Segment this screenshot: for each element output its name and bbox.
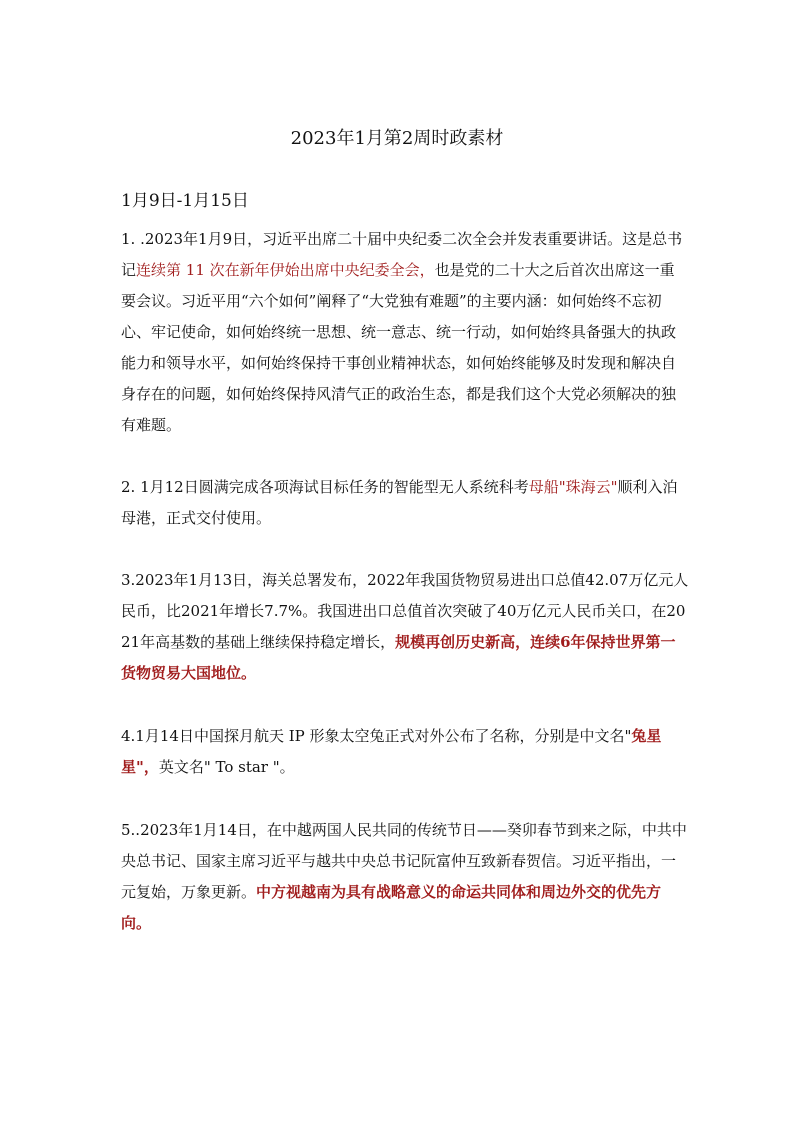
news-item-2 <box>121 472 689 534</box>
news-item-1-highlight: 连续第 11 次在新年伊始出席中央纪委全会， <box>136 261 435 279</box>
document-title: 2023年1月第2周时政素材 <box>290 128 504 149</box>
news-item-4-text-cont: 英文名" To star "。 <box>158 758 295 776</box>
news-item-2-text-cont: 顺利入泊母港，正式交付使用。 <box>121 478 678 527</box>
news-item-3-highlight: 规模再创历史新高，连续6年保持世界第一货物贸易大国地位。 <box>121 633 676 682</box>
news-item-1 <box>121 224 689 441</box>
date-range-heading: 1月9日-1月15日 <box>121 191 249 211</box>
news-item-2-text: 2. 1月12日圆满完成各项海试目标任务的智能型无人系统科考 <box>121 478 529 496</box>
news-item-3 <box>121 565 689 689</box>
news-item-1-text-cont: 也是党的二十大之后首次出席这一重要会议。习近平用“六个如何”阐释了“大党独有难题”的主要内涵：如何始终不忘初心、牢记使命，如何始终统一思想、统一意志、统一行动，如何始终具备强大的执政能力和领导水平，如何始终保持干事创业精神状态，如何始终能够及时发现和解决自身存在的问题，如何始终保持风清气正的政治生态，都是我们这个大党必须解决的独有难题。 <box>121 261 677 434</box>
news-item-4-highlight: 兔星星"， <box>121 727 662 776</box>
news-item-5 <box>121 815 689 939</box>
news-item-4-text: 4.1月14日中国探月航天 IP 形象太空兔正式对外公布了名称，分别是中文名" <box>121 727 632 745</box>
news-item-3-text: 3.2023年1月13日，海关总署发布，2022年我国货物贸易进出口总值42.07万亿元人民币，比2021年增长7.7%。我国进出口总值首次突破了40万亿元人民币关口，在2021年高基数的基础上继续保持稳定增长， <box>121 571 689 651</box>
news-item-4 <box>121 721 689 783</box>
news-item-2-highlight: 母船"珠海云" <box>528 478 618 496</box>
news-item-5-highlight: 中方视越南为具有战略意义的命运共同体和周边外交的优先方向。 <box>121 883 662 932</box>
news-item-1-text: 1. .2023年1月9日，习近平出席二十届中央纪委二次全会并发表重要讲话。这是总书记 <box>121 230 683 279</box>
news-item-5-text: 5..2023年1月14日，在中越两国人民共同的传统节日——癸卯春节到来之际，中共中央总书记、国家主席习近平与越共中央总书记阮富仲互致新春贺信。习近平指出，一元复始，万象更新。 <box>121 821 687 901</box>
